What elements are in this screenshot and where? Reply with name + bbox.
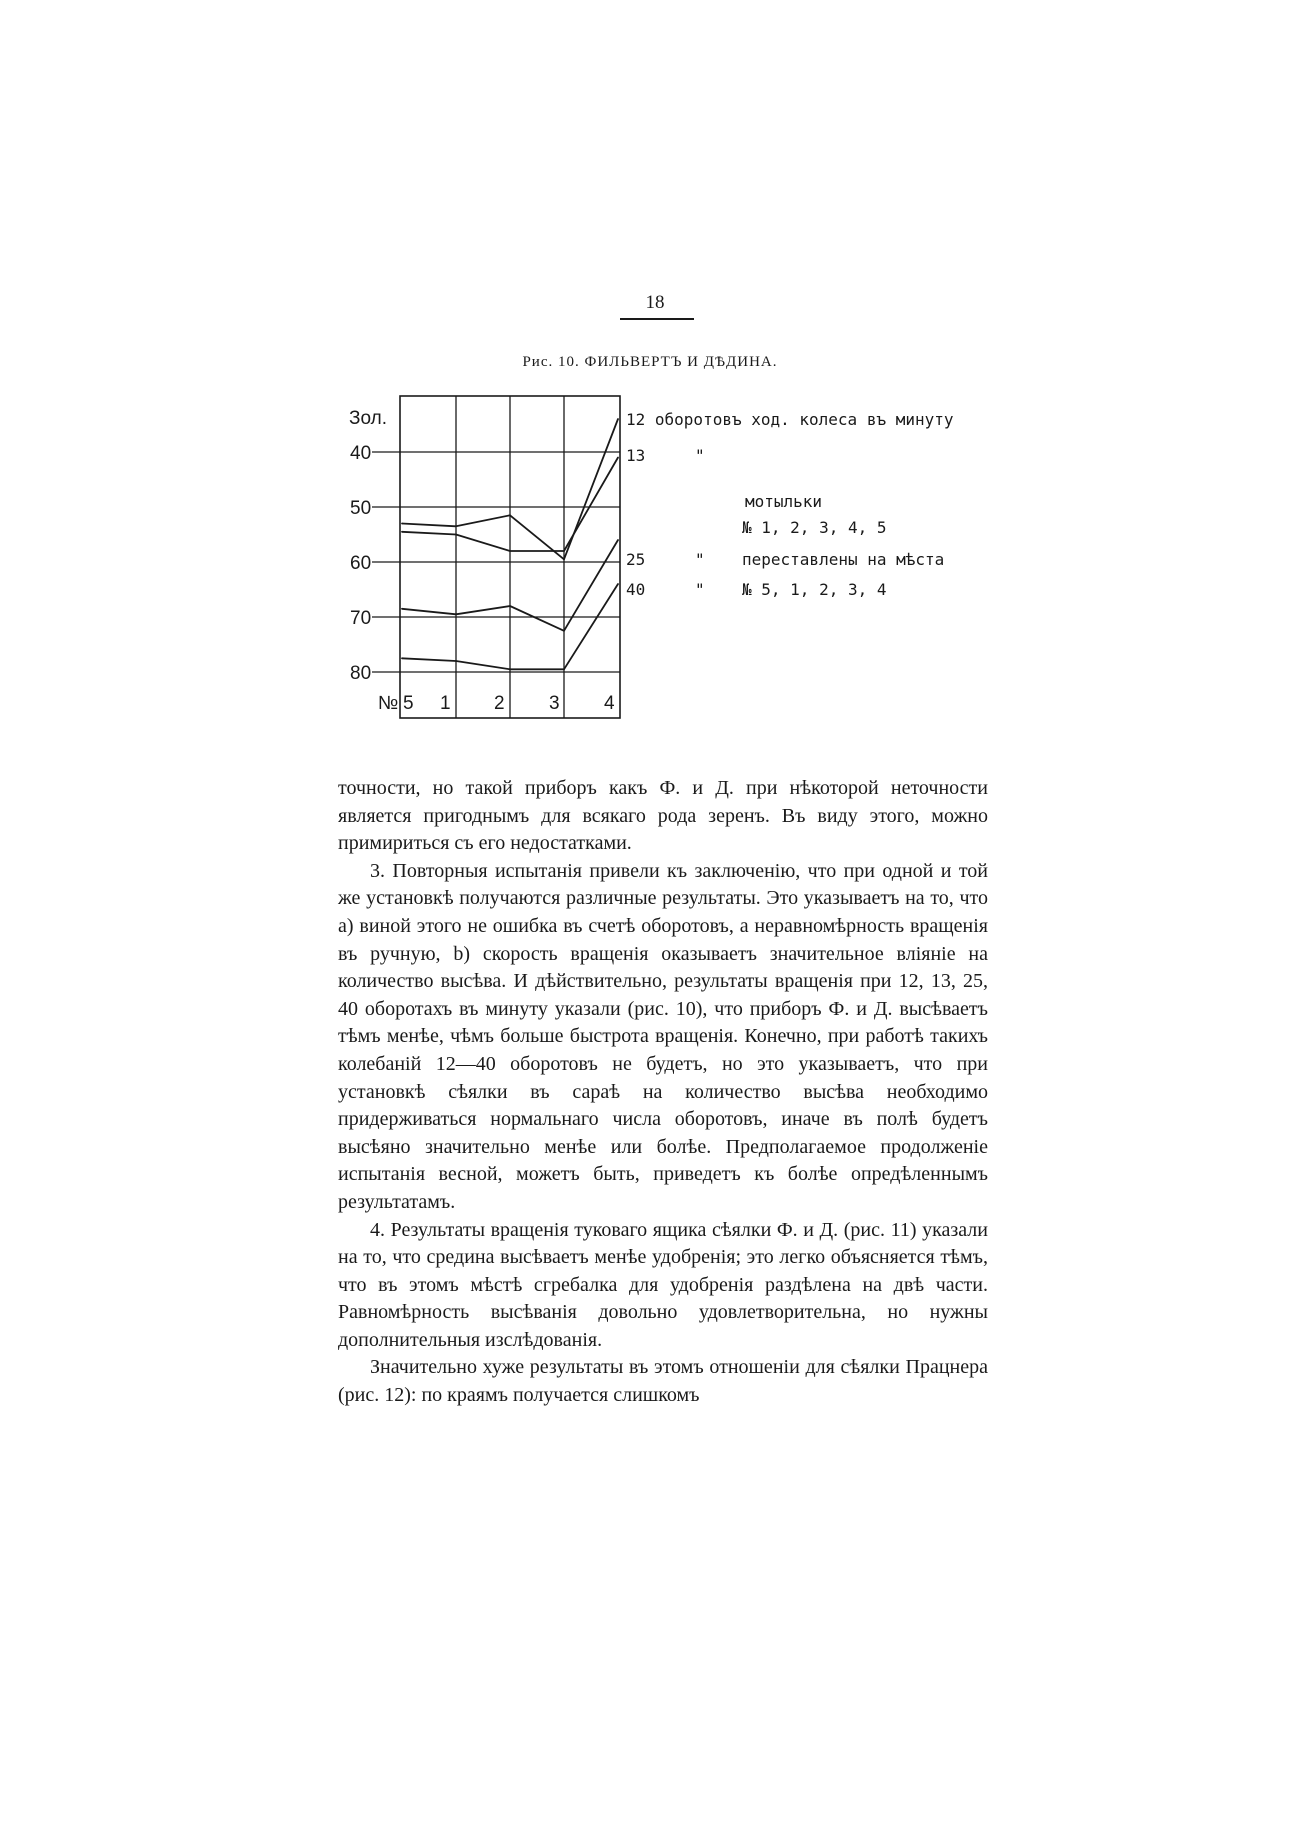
annotation-ditto-40: " [695, 580, 705, 599]
annotation-order-new: № 5, 1, 2, 3, 4 [742, 580, 887, 599]
point-12-4 [617, 418, 619, 420]
x-prefix-label: № [378, 693, 399, 714]
point-40-0 [401, 657, 403, 659]
body-text [338, 775, 988, 1410]
point-13-0 [401, 531, 403, 533]
annotation-speed-13: 13 [626, 446, 646, 465]
paragraph-4: Значительно хуже результаты въ этомъ отношеніи для сѣялки Працнера (рис. 12): по краямъ получается слишкомъ [338, 1356, 988, 1407]
point-25-1 [455, 613, 457, 615]
paragraph-3: 4. Результаты вращенія туковаго ящика сѣялки Ф. и Д. (рис. 11) указали на то, что средина высѣваетъ менѣе удобренія; это легко объясняется тѣмъ, что въ этомъ мѣстѣ сгребалка для удобренія раздѣлена на двѣ части. Равномѣрность высѣванія довольно удовлетворительна, но нужны дополнительныя изслѣдованія. [338, 1218, 988, 1351]
point-13-2 [509, 550, 511, 552]
chart-x-labels [403, 693, 615, 714]
y-tick-label-50: 50 [350, 498, 372, 519]
chart-y-labels [350, 443, 371, 684]
annotation-speed-12: 12 оборотовъ ход. колеса въ минуту [626, 410, 954, 429]
y-tick-label-60: 60 [350, 553, 372, 574]
point-12-2 [509, 514, 511, 516]
point-25-3 [563, 630, 565, 632]
x-tick-label-3: 3 [549, 693, 560, 714]
y-tick-label-40: 40 [350, 443, 372, 464]
point-13-4 [617, 457, 619, 459]
point-40-3 [563, 668, 565, 670]
page-number: 18 [645, 292, 665, 313]
annotation-ditto-13: " [695, 446, 705, 465]
chart-grid [372, 396, 620, 718]
point-12-0 [401, 523, 403, 525]
annotation-rearranged: переставлены на мѣста [742, 550, 945, 569]
y-unit-label: Зол. [349, 408, 387, 429]
point-25-2 [509, 605, 511, 607]
annotation-order-original: № 1, 2, 3, 4, 5 [742, 518, 887, 537]
point-12-1 [455, 525, 457, 527]
point-12-3 [563, 558, 565, 560]
annotation-speed-40: 40 [626, 580, 646, 599]
y-tick-label-80: 80 [350, 663, 372, 684]
paragraph-1: точности, но такой приборъ какъ Ф. и Д. при нѣкоторой неточности является пригоднымъ для всякаго рода зеренъ. Въ виду этого, можно примириться съ его недостатками. [338, 777, 988, 855]
paragraph-2: 3. Повторныя испытанія привели къ заключенію, что при одной и той же установкѣ получаются различные результаты. Это указываетъ на то, что а) виной этого не ошибка въ счетѣ оборотовъ, а неравномѣрность вращенія въ ручную, b) скорость вращенія оказываетъ значительное вліяніе на количество высѣва. И дѣйствительно, результаты вращенія при 12, 13, 25, 40 оборотахъ въ минуту указали (рис. 10), что приборъ Ф. и Д. высѣваетъ тѣмъ менѣе, чѣмъ больше быстрота вращенія. Конечно, при работѣ такихъ колебаній 12—40 оборотовъ не будетъ, но это указываетъ, что при установкѣ сѣялки въ сараѣ на количество высѣва необходимо придерживаться нормальнаго числа оборотовъ, иначе въ полѣ будетъ высѣяно значительно менѣе или болѣе. Предполагаемое продолженіе испытанія весной, можетъ быть, приведетъ къ болѣе опредѣленнымъ результатамъ. [338, 859, 988, 1213]
point-40-4 [617, 583, 619, 585]
x-tick-label-0: 5 [403, 693, 414, 714]
x-tick-label-2: 2 [494, 693, 505, 714]
figure-chart [0, 0, 1300, 760]
figure-caption: Рис. 10. ФИЛЬВЕРТЪ И ДѢДИНА. [522, 354, 778, 370]
y-tick-label-70: 70 [350, 608, 372, 629]
point-40-1 [455, 660, 457, 662]
point-13-1 [455, 534, 457, 536]
point-25-0 [401, 608, 403, 610]
annotation-motylki: мотыльки [745, 492, 823, 511]
annotation-speed-25: 25 [626, 550, 646, 569]
point-25-4 [617, 539, 619, 541]
point-40-2 [509, 668, 511, 670]
x-tick-label-4: 4 [604, 693, 615, 714]
annotation-ditto-25: " [695, 550, 705, 569]
point-13-3 [563, 550, 565, 552]
x-tick-label-1: 1 [440, 693, 451, 714]
